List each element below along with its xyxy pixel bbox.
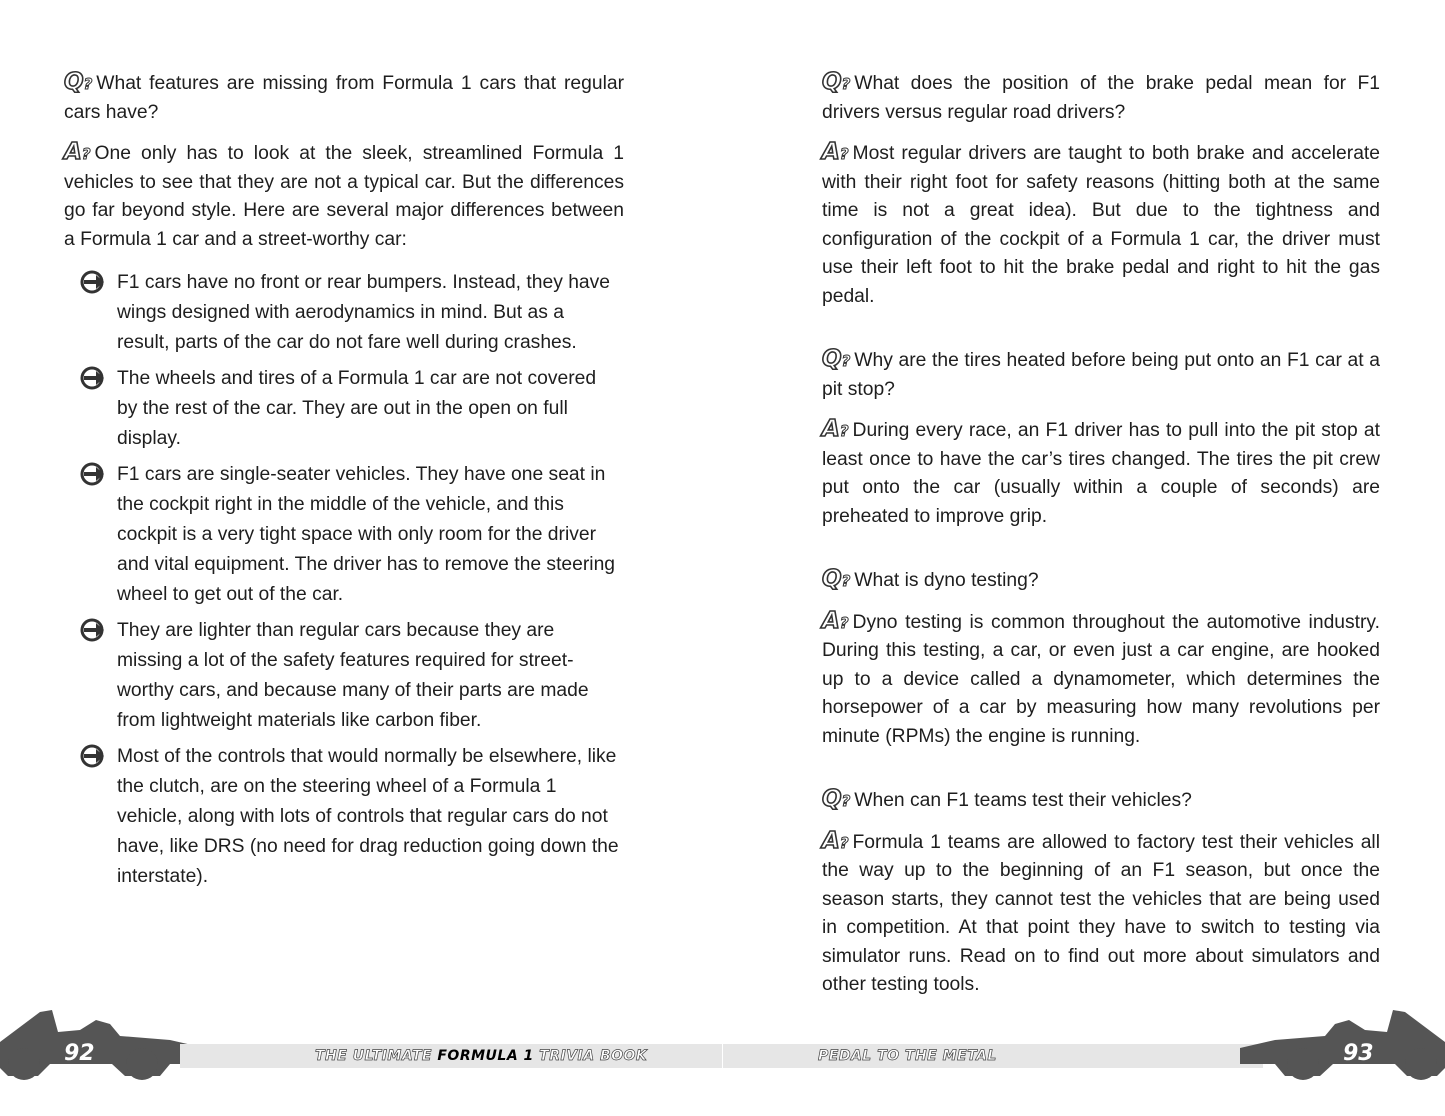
qa-block bbox=[822, 567, 1380, 751]
arrow-right-circle-icon bbox=[80, 270, 106, 294]
q-label-icon: Q? bbox=[822, 786, 850, 812]
running-head: THE ULTIMATE FORMULA 1 TRIVIA BOOK bbox=[315, 1048, 648, 1064]
q-label-icon: Q? bbox=[822, 566, 850, 592]
right-page bbox=[723, 0, 1445, 1116]
right-footer bbox=[723, 1044, 1263, 1070]
list-item-text: They are lighter than regular cars because they are missing a lot of the safety features required for street-worthy cars, and because many of their parts are made from lightweight materials like carbon fiber. bbox=[117, 620, 589, 731]
question-text: What is dyno testing? bbox=[854, 570, 1039, 591]
answer-text: During every race, an F1 driver has to pull into the pit stop at least once to have the car’s tires changed. The tires the pit crew put onto the car (usually within a couple of seconds) are preheated to improve grip. bbox=[822, 420, 1380, 527]
list-item-text: The wheels and tires of a Formula 1 car are not covered by the rest of the car. They are out in the open on full display. bbox=[117, 368, 597, 449]
a-label-icon: A? bbox=[822, 827, 848, 854]
qa-block bbox=[822, 347, 1380, 531]
a-label-icon: A? bbox=[822, 416, 848, 442]
arrow-right-circle-icon bbox=[80, 618, 106, 642]
left-column bbox=[64, 70, 624, 898]
q-label-icon: Q? bbox=[64, 69, 92, 95]
right-column bbox=[822, 70, 1380, 1000]
question bbox=[822, 70, 1380, 127]
left-page bbox=[0, 0, 722, 1116]
question bbox=[64, 70, 624, 127]
list-item-text: F1 cars have no front or rear bumpers. Instead, they have wings designed with aerodynamics in mind. But as a result, parts of the car do not fare well during crashes. bbox=[117, 272, 610, 353]
qa-block bbox=[822, 787, 1380, 1000]
running-head: PEDAL TO THE METAL bbox=[818, 1048, 997, 1064]
answer bbox=[822, 140, 1380, 311]
answer bbox=[822, 829, 1380, 1000]
list-item bbox=[64, 742, 619, 892]
race-car-silhouette-icon bbox=[1235, 1002, 1445, 1082]
arrow-right-circle-icon bbox=[80, 744, 106, 768]
list-item bbox=[64, 268, 619, 358]
list-item-text: Most of the controls that would normally be elsewhere, like the clutch, are on the steering wheel of a Formula 1 vehicle, along with lots of controls that regular cars do not have, like DRS (no need for drag reduction going down the interstate). bbox=[117, 746, 619, 887]
answer bbox=[822, 609, 1380, 752]
answer-text: Most regular drivers are taught to both brake and accelerate with their right foot for safety reasons (hitting both at the same time is not a great idea). But due to the tightness and configuration of the cockpit of a Formula 1 car, the driver must use their left foot to hit the brake pedal and right to hit the gas pedal. bbox=[822, 143, 1380, 307]
a-label-icon: A? bbox=[64, 139, 90, 165]
a-label-icon: A? bbox=[822, 139, 848, 165]
answer-text: Formula 1 teams are allowed to factory test their vehicles all the way up to the beginning of an F1 season, but once the season starts, they cannot test the vehicles that are being used in competition. At that point they have to switch to testing via simulator runs. Read on to find out more about simulators and other testing tools. bbox=[822, 831, 1380, 995]
qa-block bbox=[822, 70, 1380, 311]
arrow-right-circle-icon bbox=[80, 462, 106, 486]
answer-text: Dyno testing is common throughout the automotive industry. During this testing, a car, or even just a car engine, are hooked up to a device called a dynamometer, which determines the horsepower of a car by measuring how many revolutions per minute (RPMs) the engine is running. bbox=[822, 611, 1380, 747]
question bbox=[822, 347, 1380, 404]
list-item bbox=[64, 460, 619, 610]
page-number: 93 bbox=[1343, 1041, 1374, 1066]
arrow-right-circle-icon bbox=[80, 366, 106, 390]
a-label-icon: A? bbox=[822, 607, 848, 634]
answer bbox=[822, 417, 1380, 531]
race-car-silhouette-icon bbox=[0, 1002, 210, 1082]
question-text: What features are missing from Formula 1 cars that regular cars have? bbox=[64, 73, 624, 123]
list-item bbox=[64, 616, 619, 736]
answer bbox=[64, 140, 624, 254]
question-text: When can F1 teams test their vehicles? bbox=[854, 790, 1192, 811]
list-item bbox=[64, 364, 619, 454]
page-number: 92 bbox=[64, 1041, 95, 1066]
answer-text: One only has to look at the sleek, streamlined Formula 1 vehicles to see that they are not a typical car. But the differences go far beyond style. Here are several major differences between a Formula 1 car and a street-worthy car: bbox=[64, 143, 624, 250]
q-label-icon: Q? bbox=[822, 346, 850, 372]
question-text: Why are the tires heated before being put onto an F1 car at a pit stop? bbox=[822, 350, 1380, 400]
question bbox=[822, 567, 1380, 596]
q-label-icon: Q? bbox=[822, 69, 850, 95]
question-text: What does the position of the brake pedal mean for F1 drivers versus regular road drivers? bbox=[822, 73, 1380, 123]
question bbox=[822, 787, 1380, 816]
list-item-text: F1 cars are single-seater vehicles. They have one seat in the cockpit right in the middle of the vehicle, and this cockpit is a very tight space with only room for the driver and vital equipment. The driver has to remove the steering wheel to get out of the car. bbox=[117, 464, 616, 605]
left-footer bbox=[180, 1044, 722, 1070]
difference-list bbox=[64, 268, 624, 892]
